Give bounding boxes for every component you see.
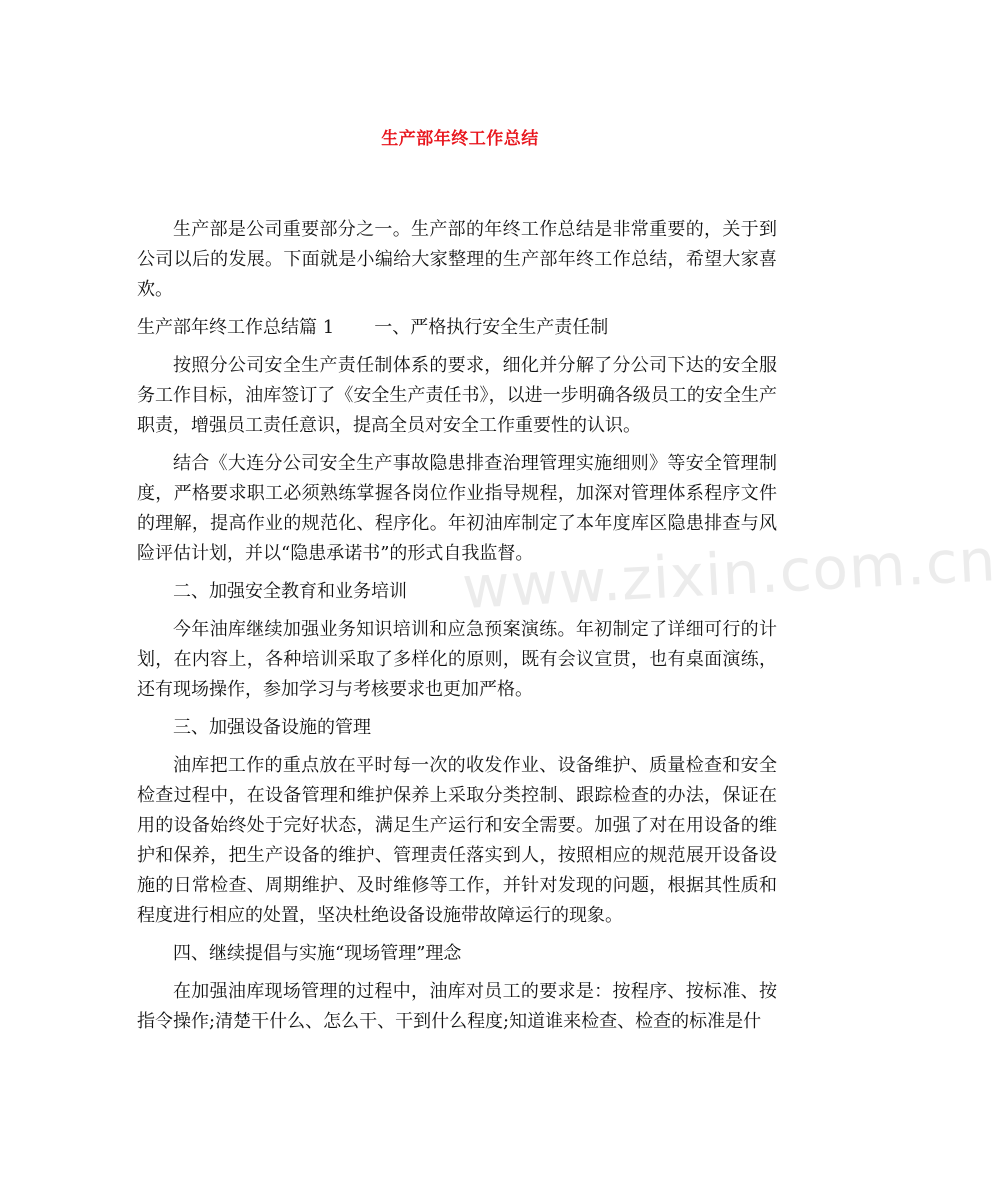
section-heading: 生产部年终工作总结篇 1: [137, 317, 335, 338]
point-heading-4: 四、继续提倡与实施“现场管理”理念: [173, 943, 462, 964]
paragraph-5: 在加强油库现场管理的过程中，油库对员工的要求是：按程序、按标准、按指令操作;清楚干什么、怎么干、干到什么程度;知道谁来检查、检查的标准是什: [137, 981, 777, 1032]
paragraph-1: 按照分公司安全生产责任制体系的要求，细化并分解了分公司下达的安全服务工作目标，油库签订了《安全生产责任书》，以进一步明确各级员工的安全生产职责，增强员工责任意识，提高全员对安全工作重要性的认识。: [137, 355, 777, 436]
section-heading-line: [137, 313, 777, 343]
document-title: 生产部年终工作总结: [381, 129, 539, 149]
watermark: www.zixin.com.cn: [460, 526, 998, 622]
intro-paragraph: 生产部是公司重要部分之一。生产部的年终工作总结是非常重要的，关于到公司以后的发展。下面就是小编给大家整理的生产部年终工作总结，希望大家喜欢。: [137, 219, 777, 300]
point-heading-3: 三、加强设备设施的管理: [173, 717, 371, 738]
paragraph-4: 油库把工作的重点放在平时每一次的收发作业、设备维护、质量检查和安全检查过程中，在设备管理和维护保养上采取分类控制、跟踪检查的办法，保证在用的设备始终处于完好状态，满足生产运行和安全需要。加强了对在用设备的维护和保养，把生产设备的维护、管理责任落实到人，按照相应的规范展开设备设施的日常检查、周期维护、及时维修等工作，并针对发现的问题，根据其性质和程度进行相应的处置，坚决杜绝设备设施带故障运行的现象。: [137, 755, 777, 926]
paragraph-2: 结合《大连分公司安全生产事故隐患排查治理管理实施细则》等安全管理制度，严格要求职工必须熟练掌握各岗位作业指导规程，加深对管理体系程序文件的理解，提高作业的规范化、程序化。年初油库制定了本年度库区隐患排查与风险评估计划，并以“隐患承诺书”的形式自我监督。: [137, 453, 777, 564]
document-body: [137, 215, 777, 1037]
paragraph-3: 今年油库继续加强业务知识培训和应急预案演练。年初制定了详细可行的计划，在内容上，各种培训采取了多样化的原则，既有会议宣贯，也有桌面演练，还有现场操作，参加学习与考核要求也更加严格。: [137, 619, 777, 700]
point-heading-2: 二、加强安全教育和业务培训: [173, 581, 407, 602]
point-heading-1: 一、严格执行安全生产责任制: [374, 317, 609, 338]
